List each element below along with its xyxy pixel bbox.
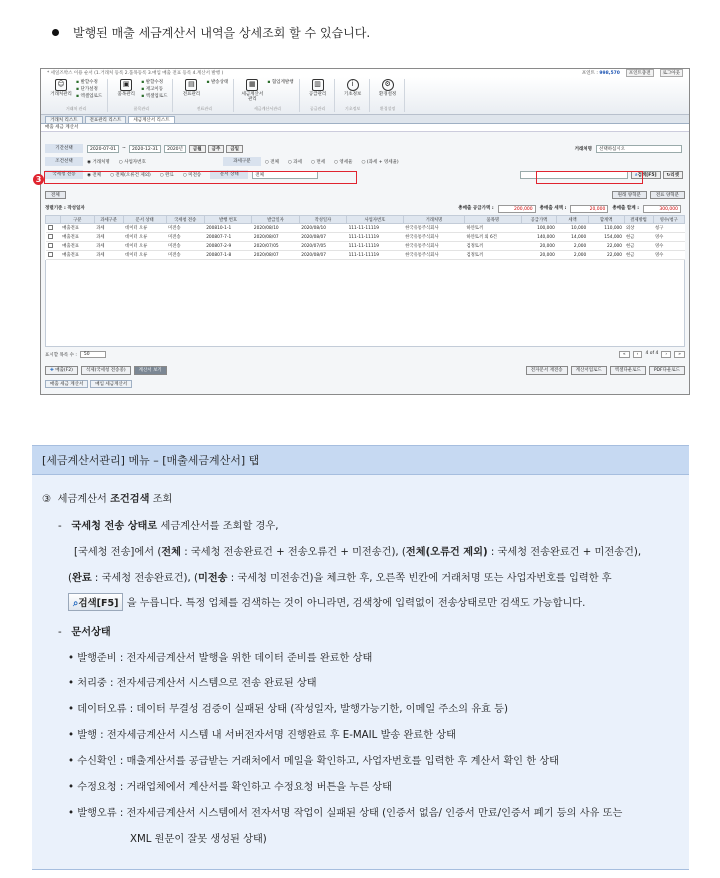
row-checkbox-cell[interactable] [46, 224, 61, 233]
sum-supply-label: 총매출 공급가액 : [458, 206, 494, 211]
ribbon-small-item[interactable]: ▪ 재고이동 [141, 86, 167, 92]
ribbon-small-item[interactable]: ▪ 엑셀업로드 [76, 93, 102, 99]
document-icon: ▤ [185, 79, 197, 91]
tax-radio-all[interactable]: ○ 전체 [265, 159, 279, 165]
action-bar [45, 190, 685, 200]
column-header[interactable]: 문서 상태 [123, 216, 166, 224]
customer-manage-button[interactable]: ☺ 거래처관리 [50, 80, 72, 97]
tax-type-label: 과세구분 [223, 157, 261, 166]
excel-download-button[interactable]: 엑셀다운로드 [610, 366, 646, 375]
table-cell: 청구 [653, 224, 685, 233]
refresh-icon: ↻ [666, 172, 671, 178]
tab-slip-list[interactable]: 전표관리 리스트 [85, 116, 127, 123]
status-bullet: • 수신확인 : 매출계산서를 공급받는 거래처에서 메일을 확인하고, 사업자번호를 입력한 후 계산서 확인 한 상태 [68, 756, 560, 767]
ribbon-caption: 기초정보 [344, 106, 361, 111]
table-cell: 140,000 [521, 233, 557, 242]
table-cell: 10,000 [557, 224, 588, 233]
section-heading: ③ 세금계산서 조건검색 조회 [42, 494, 173, 505]
table-cell: 매출전표 [60, 224, 94, 233]
sum-supply-value: 200,000 [498, 205, 536, 213]
page-rows-label: 표시할 목록 수 : [45, 352, 77, 358]
table-cell: 매출전표 [60, 251, 94, 260]
table-cell: 100,000 [521, 224, 557, 233]
search-icon: ⌕ [73, 598, 79, 609]
description-panel [32, 445, 689, 870]
tab-purchase-invoice[interactable]: 매입 세금계산서 [90, 380, 132, 388]
table-cell: 검정토끼 [465, 251, 522, 260]
dash-item-nts: - 국세청 전송 상태로 세금계산서를 조회할 경우, [58, 521, 279, 532]
table-cell: 111-11-11119 [347, 224, 404, 233]
panel-title: [세금계산서관리] 메뉴 – [매출세금계산서] 탭 [32, 445, 689, 475]
doc-status-label: 문서 상태 [210, 170, 248, 179]
customer-select[interactable]: 선택하십시오 [596, 145, 682, 153]
customer-label: 거래처명 [574, 146, 592, 152]
ribbon-small-item[interactable]: ▪ 발할수정 [141, 79, 167, 85]
ribbon-group-slip [175, 79, 234, 112]
basic-info-button[interactable]: i 기초정보 [343, 80, 362, 97]
nts-radio-done[interactable]: ○ 완료 [160, 172, 174, 178]
table-cell: 미전송 [166, 251, 204, 260]
status-bullet: • 처리중 : 전자세금계산서 시스템으로 전송 완료된 상태 [68, 678, 317, 689]
date-to-input[interactable]: 2020-12-31 [129, 145, 161, 153]
row-checkbox[interactable] [48, 243, 53, 248]
column-header[interactable]: 거래처명 [403, 216, 464, 224]
first-page-button[interactable]: « [619, 351, 630, 358]
points-display: 포인트 : 998,570 [581, 71, 620, 76]
settings-button[interactable]: ⚙ 환경설정 [378, 80, 397, 97]
column-header[interactable]: 공급가액 [521, 216, 557, 224]
table-cell: 매출전표 [60, 242, 94, 251]
sum-total-label: 총매출 합계 : [612, 206, 639, 211]
column-header[interactable]: 세액 [557, 216, 588, 224]
table-row[interactable] [46, 251, 685, 260]
box-icon: ▣ [120, 79, 132, 91]
section-title: 매출 세금 계산서 [41, 124, 689, 132]
table-cell: 2020/08/07 [252, 233, 299, 242]
table-cell: 한국유통주식회사 [403, 233, 464, 242]
table-cell: 2,000 [557, 242, 588, 251]
table-cell: 2020/08/10 [252, 224, 299, 233]
row-checkbox-cell[interactable] [46, 233, 61, 242]
status-bullet: • 발행오류 : 전자세금계산서 시스템에서 전자서명 작업이 실패된 상태 (인증서 없음/ 인증서 만료/인증서 폐기 등의 사유 또는 [68, 808, 623, 819]
table-cell: 14,000 [557, 233, 588, 242]
table-cell: 검정토끼 [465, 242, 522, 251]
table-cell: 미전송 [166, 233, 204, 242]
table-cell: 현금 [624, 233, 653, 242]
status-bullet: • 수정요청 : 거래업체에서 계산서를 확인하고 수정요청 버튼을 누른 상태 [68, 782, 392, 793]
gear-icon: ⚙ [382, 79, 394, 91]
status-bullet-continuation: XML 원문이 잘못 생성된 상태) [130, 834, 267, 845]
bottom-tabs [45, 380, 132, 388]
ribbon-group-items [110, 79, 173, 112]
table-cell: 2020/07/05 [252, 242, 299, 251]
last-page-button[interactable]: » [674, 351, 685, 358]
table-cell: 2020/08/07 [299, 251, 346, 260]
nts-radio-no-error[interactable]: ○ 전체(오류건 제외) [110, 172, 151, 178]
bullet-dot [52, 29, 59, 36]
ribbon-group-supply [302, 79, 335, 112]
highlight-keyword-input [536, 171, 643, 184]
table-cell: 하얀토끼 외 6건 [465, 233, 522, 242]
table-cell: 한국유통주식회사 [403, 251, 464, 260]
row-checkbox-cell[interactable] [46, 242, 61, 251]
search-button[interactable]: ⌕검색[F5] [631, 171, 661, 179]
table-cell: 현금 [624, 242, 653, 251]
tax-radio-taxable[interactable]: ○ 과세 [288, 159, 302, 165]
nts-label: 국세청 전송 [45, 170, 83, 179]
ribbon-caption: 환경설정 [379, 106, 396, 111]
supply-manage-button[interactable]: ▥ 공급관리 [308, 80, 327, 97]
table-cell: 과세 [94, 233, 123, 242]
chart-icon: ▥ [312, 79, 324, 91]
table-cell: 데이터 오류 [123, 242, 166, 251]
ribbon-group-basic [337, 79, 370, 112]
table-cell: 데이터 오류 [123, 224, 166, 233]
table-cell: 2020/07/05 [299, 242, 346, 251]
table-cell: 200807-7-1 [204, 233, 252, 242]
bottom-action-bar [45, 365, 685, 375]
row-checkbox[interactable] [48, 234, 53, 239]
table-cell: 20,000 [521, 242, 557, 251]
column-header[interactable]: 구분 [60, 216, 94, 224]
ribbon-group-settings [372, 79, 405, 112]
period-label: 기간선택 [45, 144, 83, 153]
column-header[interactable]: 영수/청구 [653, 216, 685, 224]
table-cell: 111-11-11119 [347, 251, 404, 260]
table-cell: 데이터 오류 [123, 233, 166, 242]
column-header[interactable]: 과세구분 [94, 216, 123, 224]
table-row[interactable] [46, 242, 685, 251]
people-icon: ☺ [55, 79, 67, 91]
table-cell: 22,000 [588, 251, 624, 260]
sales-f2-button[interactable]: ✚ 매출(F2) [45, 366, 78, 375]
ribbon-caption: 품목관리 [133, 106, 150, 111]
table-cell: 영수 [653, 251, 685, 260]
column-header[interactable]: 작성일자 [299, 216, 346, 224]
sum-tax-label: 총매출 세액 : [539, 206, 567, 211]
highlight-nts-filter [44, 171, 357, 184]
column-header[interactable]: 발행 번호 [204, 216, 252, 224]
nts-explain-line-1: [국세청 전송]에서 (전체 : 국세청 전송완료건 + 전송오류건 + 미전송건), (전체(오류건 제외) : 국세청 전송완료건 + 미전송건), [74, 547, 642, 558]
all-button[interactable]: 전체 [45, 191, 66, 199]
table-cell: 2020/08/07 [252, 251, 299, 260]
table-cell: 200807-2-9 [204, 242, 252, 251]
ribbon-toolbar [41, 77, 689, 115]
sum-total-value: 300,000 [643, 205, 681, 213]
item-manage-button[interactable]: ▣ 품목관리 [117, 80, 135, 97]
column-header[interactable]: 발급일자 [252, 216, 299, 224]
table-cell: 미전송 [166, 224, 204, 233]
pdf-download-button[interactable]: PDF다운로드 [649, 366, 685, 375]
intro-text: 발행된 매출 세금계산서 내역을 상세조회 할 수 있습니다. [73, 26, 371, 40]
next-page-button[interactable]: › [661, 351, 671, 358]
table-cell: 한국유통주식회사 [403, 242, 464, 251]
ribbon-small-item[interactable]: ▪ 엑셀업로드 [141, 93, 167, 99]
invoice-icon: ▦ [246, 79, 258, 91]
ribbon-group-tax [236, 79, 299, 112]
status-bullet: • 발행준비 : 전자세금계산서 발행을 위한 데이터 준비를 완료한 상태 [68, 653, 373, 664]
sum-tax-value: 20,000 [570, 205, 608, 213]
plus-icon: ✚ [50, 367, 54, 373]
point-charge-button[interactable]: 포인트충전 [626, 69, 654, 77]
tax-invoice-manage-button[interactable]: ▦ 세금계산서관리 [241, 80, 264, 102]
resend-button[interactable]: 전자문서 재전송 [526, 366, 568, 375]
summary-bar [45, 205, 685, 213]
column-header[interactable]: 사업자번호 [347, 216, 404, 224]
sort-label: 정렬기준 : 작성일자 [45, 206, 85, 211]
table-cell: 영수 [653, 242, 685, 251]
app-screenshot [40, 68, 690, 395]
info-icon: i [347, 79, 359, 91]
filter-row-condition [45, 156, 685, 167]
tax-radio-zero[interactable]: ○ 영세율 [334, 159, 352, 165]
nts-radio-unsent[interactable]: ○ 미전송 [183, 172, 201, 178]
reset-button[interactable]: ↻리셋 [663, 171, 683, 179]
table-header-row [46, 216, 685, 224]
ribbon-small-item[interactable]: ▪ 발할수정 [76, 79, 102, 85]
export-button-1[interactable]: 원래 양혁분 [612, 191, 647, 199]
ribbon-small-item[interactable]: ▪ 단가설정 [76, 86, 102, 92]
table-cell: 데이터 오류 [123, 251, 166, 260]
column-header[interactable]: 품목명 [465, 216, 522, 224]
this-week-button[interactable]: 금주 [208, 145, 225, 153]
page-info: 4 of 4 [645, 351, 659, 356]
condition-label: 조건선택 [45, 157, 83, 166]
column-header[interactable]: 합계액 [588, 216, 624, 224]
table-cell: 22,000 [588, 242, 624, 251]
ribbon-small-item[interactable]: ▪ 발송상태 [206, 79, 228, 85]
table-row[interactable] [46, 224, 685, 233]
table-cell: 하얀토끼 [465, 224, 522, 233]
prev-page-button[interactable]: ‹ [633, 351, 643, 358]
logout-button[interactable]: 로그아웃 [660, 69, 683, 77]
table-cell: 매출전표 [60, 233, 94, 242]
filter-row-period: 기간선택 2020-07-01 ~ 2020-12-31 2020년 금월 금주 금일 거래처명 선택하십시오 [45, 143, 685, 154]
table-cell: 과세 [94, 242, 123, 251]
status-bullet: • 데이터오류 : 데이터 무결성 검증이 실패된 상태 (작성일자, 발행가능기한, 이메일 주소의 유효 등) [68, 704, 508, 715]
table-row[interactable] [46, 233, 685, 242]
status-bullet: • 발행 : 전자세금계산서 시스템 내 서버전자서명 진행완료 후 E-MAIL 발송 완료한 상태 [68, 730, 456, 741]
nts-explain-line-3: ⌕검색[F5] 을 누릅니다. 특정 업체를 검색하는 것이 아니라면, 검색창에 입력없이 전송상태로만 검색도 가능합니다. [68, 593, 585, 611]
table-cell: 20,000 [521, 251, 557, 260]
app-topbar [41, 69, 689, 77]
table-cell: 2020/08/07 [299, 233, 346, 242]
document-tabs [41, 115, 689, 124]
tax-radio-combo[interactable]: ○ (과세 + 영세율) [361, 159, 398, 165]
tab-customer-list[interactable]: 거래처 리스트 [45, 116, 83, 123]
view-invoice-button[interactable]: 계산서 보기 [134, 366, 167, 375]
usage-notice: * 세일즈박스 이용 순서 (1.거래처 등록 2.품목등록 3.매입 매출 전표 등록 4.계산서 발행 ) [47, 71, 224, 76]
year-select[interactable]: 2020년 [164, 145, 186, 153]
pager-bar [45, 350, 685, 359]
table-cell: 과세 [94, 251, 123, 260]
table-cell: 외상 [624, 224, 653, 233]
tab-sales-invoice[interactable]: 매출 세금 계산서 [45, 380, 88, 388]
nts-radio-all[interactable]: ◉ 전체 [87, 172, 101, 178]
ribbon-group-customer [45, 79, 108, 112]
search-key-illustration: ⌕검색[F5] [68, 593, 123, 611]
table-body [46, 224, 685, 260]
table-cell: 110,000 [588, 224, 624, 233]
ribbon-caption: 공급관리 [309, 106, 326, 111]
column-header[interactable]: 결제방법 [624, 216, 653, 224]
column-header[interactable]: 국세청 전송 [166, 216, 204, 224]
column-header[interactable] [46, 216, 61, 224]
table-cell: 과세 [94, 224, 123, 233]
table-cell: 154,000 [588, 233, 624, 242]
ribbon-small-item[interactable]: ▪ 협업계발행 [267, 79, 293, 85]
tax-radio-exempt[interactable]: ○ 면세 [311, 159, 325, 165]
step-marker-3: 3 [33, 174, 44, 185]
cond-radio-bizno[interactable]: ○ 사업자번호 [119, 159, 146, 165]
row-checkbox[interactable] [48, 252, 53, 257]
page-rows-select[interactable]: 50 [80, 351, 106, 358]
cond-radio-customer[interactable]: ◉ 거래처명 [87, 159, 110, 165]
slip-manage-button[interactable]: ▤ 전표관리 [182, 80, 201, 97]
tab-tax-invoice-list[interactable]: 세금계산서 리스트 [128, 116, 174, 123]
table-cell: 영수 [653, 233, 685, 242]
ribbon-caption: 전표관리 [196, 106, 213, 111]
ribbon-caption: 세금계산서관리 [253, 106, 281, 111]
row-checkbox[interactable] [48, 225, 53, 230]
table-cell: 현금 [624, 251, 653, 260]
delete-button[interactable]: 석제(국세청 전송중) [81, 366, 131, 375]
table-cell: 200807-1-8 [204, 251, 252, 260]
search-icon: ⌕ [634, 172, 638, 178]
invoice-upload-button[interactable]: 계산서업로드 [571, 366, 607, 375]
invoice-table [45, 215, 685, 260]
intro-line [52, 24, 370, 41]
dash-item-doc-status: - 문서상태 [58, 627, 111, 638]
nts-explain-line-2: (완료 : 국세청 전송완료건), (미전송 : 국세청 미전송건)을 체크한 후, 오른쪽 빈칸에 거래처명 또는 사업자번호를 입력한 후 [68, 573, 612, 584]
this-month-button[interactable]: 금월 [189, 145, 206, 153]
today-button[interactable]: 금일 [226, 145, 243, 153]
table-cell: 한국유통주식회사 [403, 224, 464, 233]
table-cell: 111-11-11119 [347, 242, 404, 251]
table-cell: 200810-1-1 [204, 224, 252, 233]
table-cell: 2,000 [557, 251, 588, 260]
row-checkbox-cell[interactable] [46, 251, 61, 260]
doc-status-select[interactable]: 전체 [252, 171, 318, 179]
ribbon-caption: 거래처 관리 [65, 106, 87, 111]
table-cell: 2020/08/10 [299, 224, 346, 233]
table-cell: 미전송 [166, 242, 204, 251]
date-from-input[interactable]: 2020-07-01 [87, 145, 119, 153]
export-button-2[interactable]: 전표 양혁분 [650, 191, 685, 199]
table-cell: 111-11-11119 [347, 233, 404, 242]
